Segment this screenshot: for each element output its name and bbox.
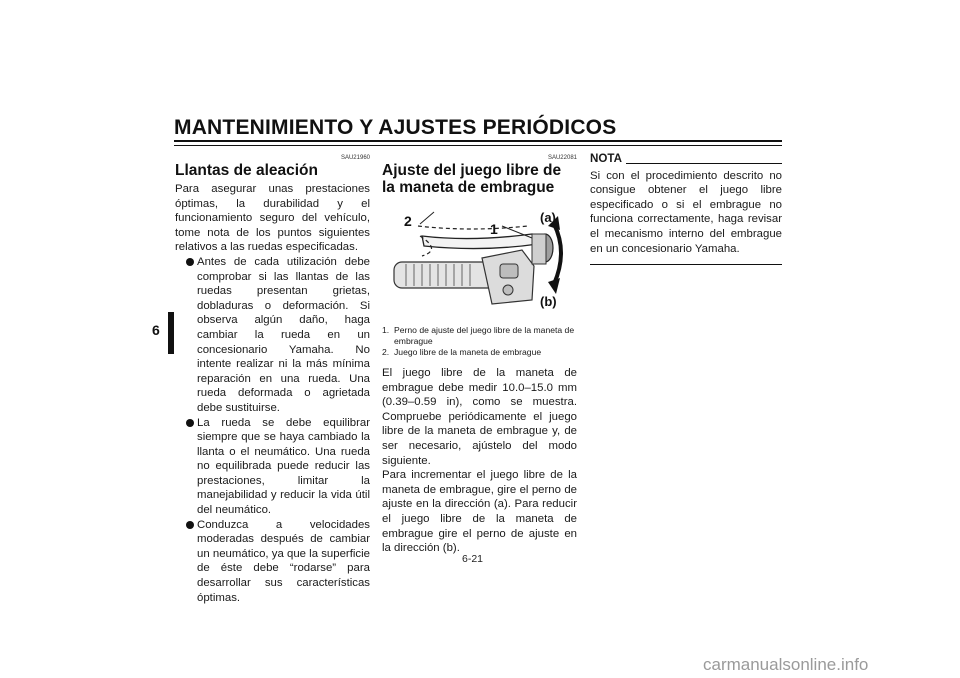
body-paragraph: El juego libre de la maneta de embrague debe medir 10.0–15.0 mm (0.39–0.59 in), como se muestra. Compruebe periódicamente el juego libre de la maneta de embrague y, de ser necesario, ajústelo del modo siguiente.: [382, 367, 577, 467]
lever-bracket: [532, 234, 546, 264]
caption-item: [382, 325, 577, 347]
caption-text: Juego libre de la maneta de embrague: [394, 347, 542, 357]
header-rule-thin: [174, 145, 782, 146]
watermark: carmanualsonline.info: [703, 655, 869, 674]
figure-label-2: 2: [404, 213, 412, 229]
switch-button: [500, 264, 518, 278]
bullet-icon: [186, 258, 194, 266]
section-title: Llantas de aleación: [175, 162, 318, 179]
clutch-lever-illustration: [382, 204, 577, 319]
chapter-tab-bar: [168, 312, 174, 354]
section-title: Ajuste del juego libre de la maneta de embrague: [382, 162, 562, 196]
nota-end-rule: [590, 264, 782, 265]
column-nota: [590, 152, 782, 265]
nota-rule: [626, 163, 782, 164]
nota-header: [590, 152, 782, 167]
caption-item: [382, 347, 577, 358]
bullet-text: La rueda se debe equilibrar siempre que se haya cambiado la llanta o el neumático. Una rueda no equilibrada puede reducir las prestaciones, limitar la manejabilidad y reducir la vida útil del neumático.: [197, 416, 370, 517]
arrow-down-icon: [548, 278, 560, 294]
bullet-icon: [186, 521, 194, 529]
section-code: SAU22081: [547, 155, 577, 161]
switch-knob: [503, 285, 513, 295]
header-rule: [174, 140, 782, 142]
bullet-icon: [186, 419, 194, 427]
section-code: SAU21960: [340, 155, 370, 161]
direction-arc: [554, 224, 561, 284]
page-number: 6-21: [462, 553, 484, 565]
figure-captions: [382, 325, 577, 358]
clutch-lever-figure: [382, 204, 577, 319]
figure-label-a: (a): [540, 210, 556, 225]
nota-label: NOTA: [590, 152, 622, 165]
section-intro: Para asegurar unas prestaciones óptimas, la durabilidad y el funcionamiento seguro del vehículo, tome nota de los puntos siguientes relativos a las ruedas especificadas.: [175, 183, 370, 254]
column-clutch-adjustment: [382, 152, 577, 556]
bullet-text: Antes de cada utilización debe comprobar si las llantas de las ruedas presentan grietas, dobladuras o deformación. Si observa algún daño, haga cambiar la rueda en un concesionario Yamaha. No intente realizar ni la más mínima reparación en una rueda. Una rueda deformada o agrietada debe sustituirse.: [197, 255, 370, 414]
bullet-item: [175, 255, 370, 416]
caption-text: Perno de ajuste del juego libre de la maneta de embrague: [394, 325, 575, 346]
nota-text: Si con el procedimiento descrito no consigue obtener el juego libre especificado o si el embrague no funciona correctamente, haga revisar el mecanismo interno del embrague en un concesionario Yamaha.: [590, 169, 782, 255]
pointer-line-2: [420, 212, 434, 224]
bullet-list: [175, 255, 370, 605]
column-alloy-wheels: [175, 152, 370, 605]
caption-number: 2.: [382, 347, 390, 357]
clutch-lever: [422, 234, 538, 249]
page-title: MANTENIMIENTO Y AJUSTES PERIÓDICOS: [174, 116, 617, 139]
bullet-text: Conduzca a velocidades moderadas después de cambiar un neumático, ya que la superficie de éste debe “rodarse” para desarrollar sus características óptimas.: [197, 518, 370, 604]
figure-label-b: (b): [540, 294, 557, 309]
figure-label-1: 1: [490, 221, 498, 237]
body-paragraph: Para incrementar el juego libre de la maneta de embrague, gire el perno de ajuste en la dirección (a). Para reducir el juego libre de la maneta de embrague gire el perno de ajuste en la dirección (b).: [382, 469, 577, 555]
lever-freeplay-outline: [418, 226, 528, 229]
bullet-item: [175, 518, 370, 606]
bullet-item: [175, 416, 370, 518]
chapter-number: 6: [152, 322, 160, 338]
caption-number: 1.: [382, 325, 390, 335]
